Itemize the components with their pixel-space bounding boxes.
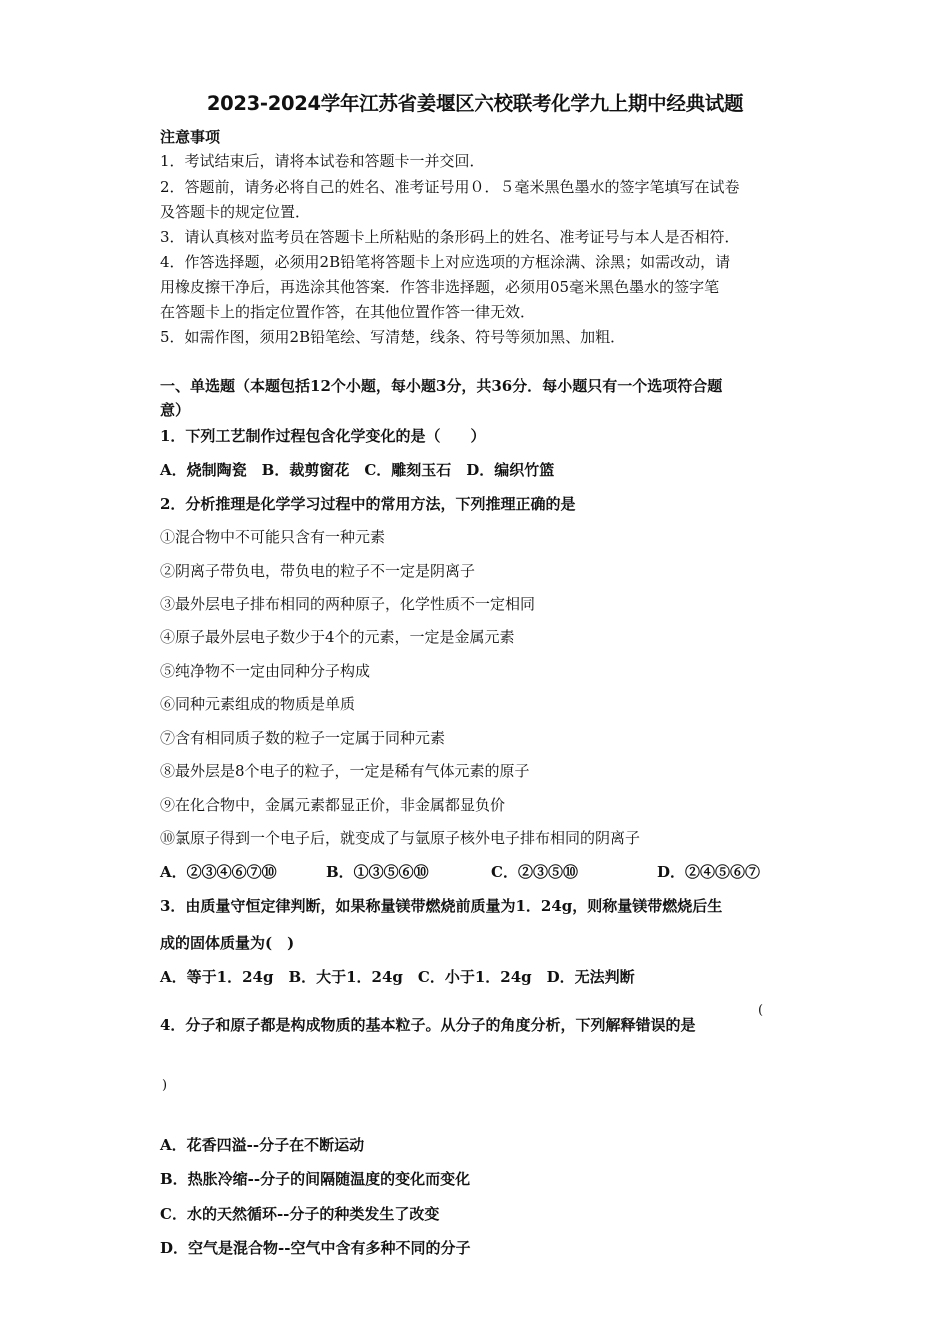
page-title: 2023-2024学年江苏省姜堰区六校联考化学九上期中经典试题 bbox=[206, 92, 744, 115]
q1-options: A．烧制陶瓷 B．裁剪窗花 C．雕刻玉石 D．编织竹篮 bbox=[160, 461, 555, 479]
notice-line: 3．请认真核对监考员在答题卡上所粘贴的条形码上的姓名、准考证号与本人是否相符． bbox=[160, 228, 740, 246]
q2-item: ①混合物中不可能只含有一种元素 bbox=[160, 528, 386, 546]
notice-line: 4．作答选择题，必须用2B铅笔将答题卡上对应选项的方框涂满、涂黑；如需改动，请 bbox=[160, 253, 731, 271]
q2-option-c: C．②③⑤⑩ bbox=[491, 863, 578, 881]
notice-line: 5．如需作图，须用2B铅笔绘、写清楚，线条、符号等须加黑、加粗． bbox=[160, 328, 626, 346]
q2-option-b: B．①③⑤⑥⑩ bbox=[326, 863, 429, 881]
q3-stem-cont: 成的固体质量为( ) bbox=[160, 934, 295, 952]
q2-item: ⑦含有相同质子数的粒子一定属于同种元素 bbox=[160, 729, 446, 747]
q3-options: A．等于1．24g B．大于1．24g C．小于1．24g D．无法判断 bbox=[160, 968, 635, 986]
q2-item: ②阴离子带负电，带负电的粒子不一定是阴离子 bbox=[160, 562, 476, 580]
notice-line: 用橡皮擦干净后，再选涂其他答案．作答非选择题，必须用05毫米黑色墨水的签字笔 bbox=[160, 278, 720, 296]
notice-line: 在答题卡上的指定位置作答，在其他位置作答一律无效． bbox=[160, 303, 536, 321]
q2-item: ⑩氯原子得到一个电子后，就变成了与氩原子核外电子排布相同的阴离子 bbox=[160, 829, 641, 847]
section-heading: 一、单选题（本题包括12个小题，每小题3分，共36分．每小题只有一个选项符合题 bbox=[160, 377, 723, 395]
notice-line: 及答题卡的规定位置． bbox=[160, 203, 311, 221]
q2-stem: 2．分析推理是化学学习过程中的常用方法，下列推理正确的是 bbox=[160, 495, 576, 513]
q4-stem: 4．分子和原子都是构成物质的基本粒子。从分子的角度分析，下列解释错误的是 bbox=[160, 1016, 696, 1034]
q1-stem: 1．下列工艺制作过程包含化学变化的是（ ） bbox=[160, 427, 486, 445]
q2-item: ③最外层电子排布相同的两种原子，化学性质不一定相同 bbox=[160, 595, 536, 613]
q4-option-c: C．水的天然循环--分子的种类发生了改变 bbox=[160, 1205, 440, 1223]
q3-stem: 3．由质量守恒定律判断，如果称量镁带燃烧前质量为1．24g，则称量镁带燃烧后生 bbox=[160, 897, 723, 915]
q4-option-a: A．花香四溢--分子在不断运动 bbox=[160, 1136, 365, 1154]
notice-line: 1．考试结束后，请将本试卷和答题卡一并交回． bbox=[160, 152, 485, 170]
notice-line: 2．答题前，请务必将自己的姓名、准考证号用０．５毫米黑色墨水的签字笔填写在试卷 bbox=[160, 178, 740, 196]
q4-paren-open: ( bbox=[758, 1003, 764, 1018]
q2-option-d: D．②④⑤⑥⑦ bbox=[657, 863, 761, 881]
q2-item: ⑥同种元素组成的物质是单质 bbox=[160, 695, 356, 713]
notice-heading: 注意事项 bbox=[160, 128, 221, 146]
q4-option-d: D．空气是混合物--空气中含有多种不同的分子 bbox=[160, 1239, 471, 1257]
q2-item: ⑨在化合物中，金属元素都显正价，非金属都显负价 bbox=[160, 796, 506, 814]
q4-option-b: B．热胀冷缩--分子的间隔随温度的变化而变化 bbox=[160, 1170, 471, 1188]
q2-item: ⑤纯净物不一定由同种分子构成 bbox=[160, 662, 371, 680]
q2-item: ④原子最外层电子数少于4个的元素，一定是金属元素 bbox=[160, 628, 515, 646]
section-heading-cont: 意） bbox=[160, 401, 191, 419]
q2-option-a: A．②③④⑥⑦⑩ bbox=[160, 863, 277, 881]
q4-paren-close: ) bbox=[162, 1078, 168, 1093]
q2-item: ⑧最外层是8个电子的粒子，一定是稀有气体元素的原子 bbox=[160, 762, 530, 780]
